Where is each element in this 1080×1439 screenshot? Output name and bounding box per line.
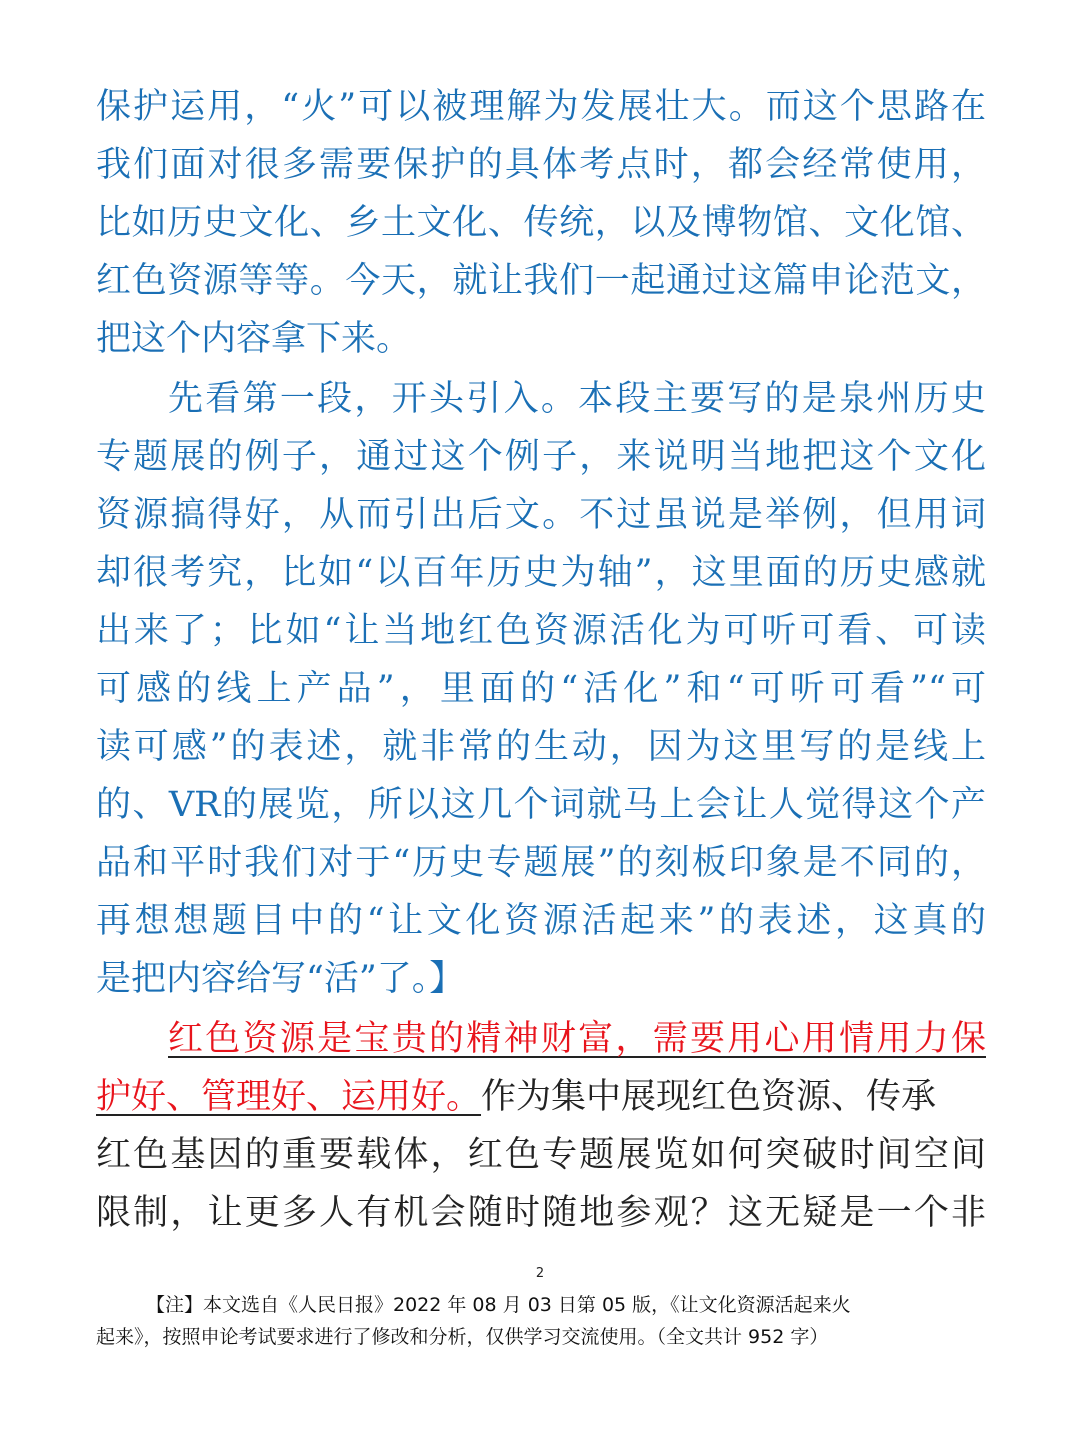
commentary-line: 专题展的例子，通过这个例子，来说明当地把这个文化 (96, 437, 986, 477)
commentary-line: 可感的线上产品”，里面的“活化”和“可听可看”“可 (96, 669, 986, 709)
commentary-line: 先看第一段，开头引入。本段主要写的是泉州历史 (168, 379, 986, 419)
commentary-line: 把这个内容拿下来。 (96, 319, 412, 359)
commentary-line: 比如历史文化、乡土文化、传统，以及博物馆、文化馆、 (96, 203, 986, 243)
commentary-line: 是把内容给写“活”了。】 (96, 959, 465, 999)
commentary-line: 我们面对很多需要保护的具体考点时，都会经常使用， (96, 145, 986, 185)
essay-line: 红色基因的重要载体，红色专题展览如何突破时间空间 (96, 1135, 986, 1175)
thesis-highlight: 红色资源是宝贵的精神财富，需要用心用情用力保 (168, 1019, 986, 1059)
commentary-line: 品和平时我们对于“历史专题展”的刻板印象是不同的， (96, 843, 986, 883)
footnote-line: 【注】本文选自《人民日报》2022 年 08 月 03 日第 05 版，《让文化资源活起来火 (146, 1294, 851, 1316)
essay-line (96, 1068, 986, 1126)
commentary-line: 保护运用，“火”可以被理解为发展壮大。而这个思路在 (96, 87, 986, 127)
commentary-line: 却很考究，比如“以百年历史为轴”，这里面的历史感就 (96, 553, 986, 593)
footnote-line: 起来》，按照申论考试要求进行了修改和分析，仅供学习交流使用。（全文共计 952 字） (96, 1326, 829, 1348)
thesis-highlight: 护好、管理好、运用好。 (96, 1077, 482, 1117)
page-number: 2 (535, 1266, 545, 1281)
commentary-line: 再想想题目中的“让文化资源活起来”的表述，这真的 (96, 901, 986, 941)
commentary-line: 出来了；比如“让当地红色资源活化为可听可看、可读 (96, 611, 986, 651)
commentary-line: 读可感”的表述，就非常的生动，因为这里写的是线上 (96, 727, 986, 767)
essay-text: 作为集中展现红色资源、传承 (481, 1077, 937, 1117)
commentary-line: 的、VR的展览，所以这几个词就马上会让人觉得这个产 (96, 785, 986, 825)
commentary-line: 红色资源等等。今天，就让我们一起通过这篇申论范文， (96, 261, 986, 301)
essay-line (168, 1010, 986, 1068)
commentary-line: 资源搞得好，从而引出后文。不过虽说是举例，但用词 (96, 495, 986, 535)
essay-line: 限制，让更多人有机会随时随地参观？这无疑是一个非 (96, 1193, 986, 1233)
